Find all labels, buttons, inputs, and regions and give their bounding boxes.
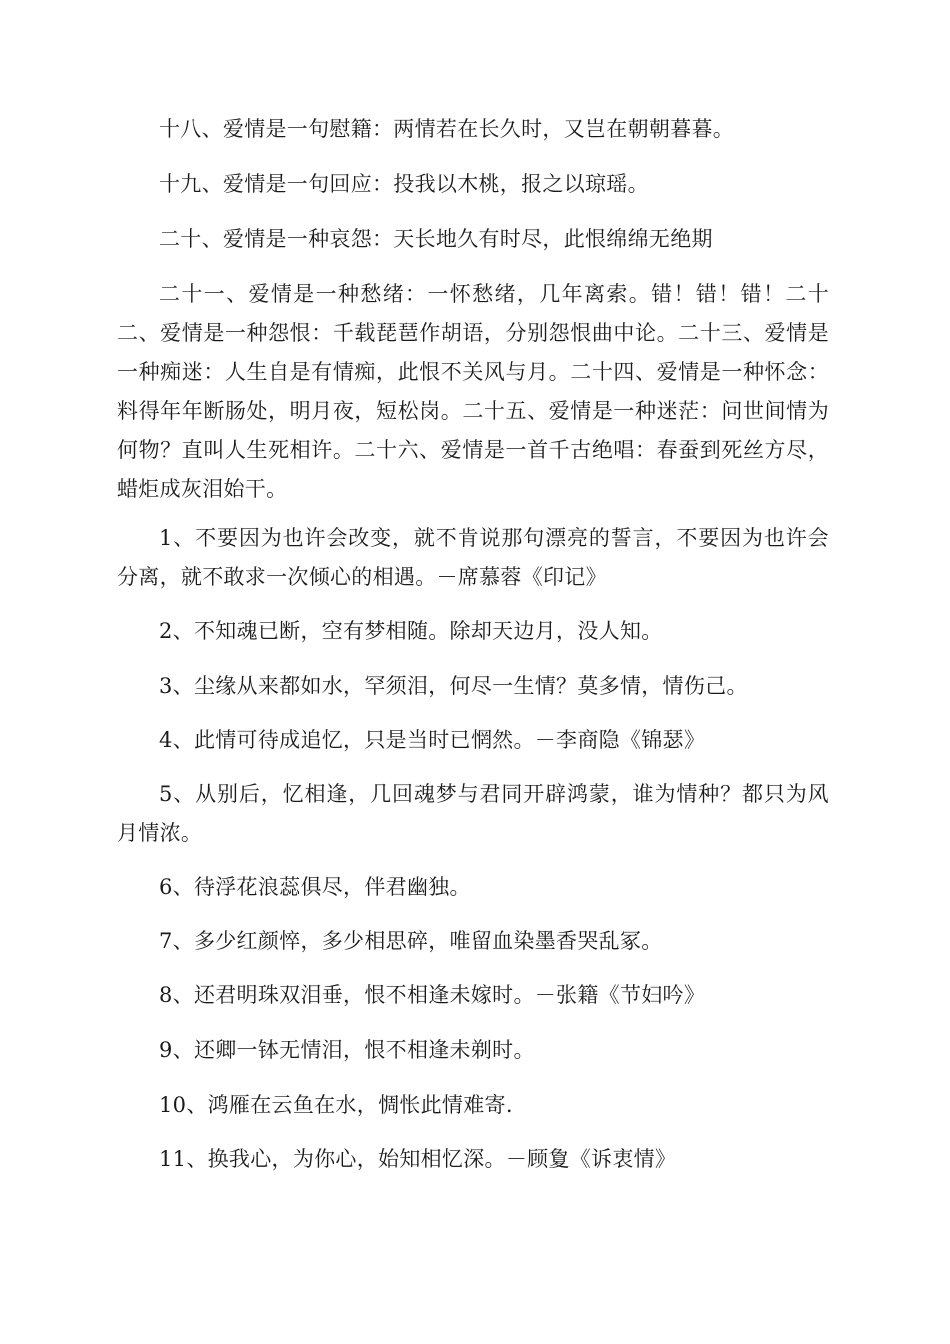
quote-10: 10、鸿雁在云鱼在水，惆怅此情难寄. — [159, 1093, 513, 1117]
paragraph-19: 十九、爱情是一句回应：投我以木桃，报之以琼瑶。 — [159, 172, 649, 196]
quote-3: 3、尘缘从来都如水，罕须泪，何尽一生情？莫多情，情伤己。 — [159, 674, 748, 698]
quote-7: 7、多少红颜悴，多少相思碎，唯留血染墨香哭乱冢。 — [159, 929, 663, 953]
paragraph-18: 十八、爱情是一句慰籍：两情若在长久时，又岂在朝朝暮暮。 — [159, 117, 735, 141]
quote-11: 11、换我心，为你心，始知相忆深。－顾夐《诉衷情》 — [159, 1147, 677, 1171]
quote-8: 8、还君明珠双泪垂，恨不相逢未嫁时。－张籍《节妇吟》 — [159, 983, 706, 1007]
quote-1: 1、不要因为也许会改变，就不肯说那句漂亮的誓言，不要因为也许会分离，就不敢求一次倾心的相遇。－席慕蓉《印记》 — [117, 526, 829, 589]
quote-5: 5、从别后，忆相逢，几回魂梦与君同开辟鸿蒙，谁为情种？都只为风月情浓。 — [117, 782, 829, 845]
paragraph-21-26: 二十一、爱情是一种愁绪：一怀愁绪，几年离索。错！错！错！二十二、爱情是一种怨恨：千载琵琶作胡语，分别怨恨曲中论。二十三、爱情是一种痴迷：人生自是有情痴，此恨不关风与月。二十四、爱情是一种怀念：料得年年断肠处，明月夜，短松岗。二十五、爱情是一种迷茫：问世间情为何物？直叫人生死相许。二十六、爱情是一首千古绝唱：春蚕到死丝方尽，蜡炬成灰泪始干。 — [117, 282, 829, 501]
quote-9: 9、还卿一钵无情泪，恨不相逢未剃时。 — [159, 1038, 535, 1062]
quote-6: 6、待浮花浪蕊俱尽，伴君幽独。 — [159, 875, 471, 899]
quote-4: 4、此情可待成追忆，只是当时已惘然。－李商隐《锦瑟》 — [159, 728, 706, 752]
paragraph-20: 二十、爱情是一种哀怨：天长地久有时尽，此恨绵绵无绝期 — [159, 227, 713, 251]
quote-2: 2、不知魂已断，空有梦相随。除却天边月，没人知。 — [159, 619, 663, 643]
